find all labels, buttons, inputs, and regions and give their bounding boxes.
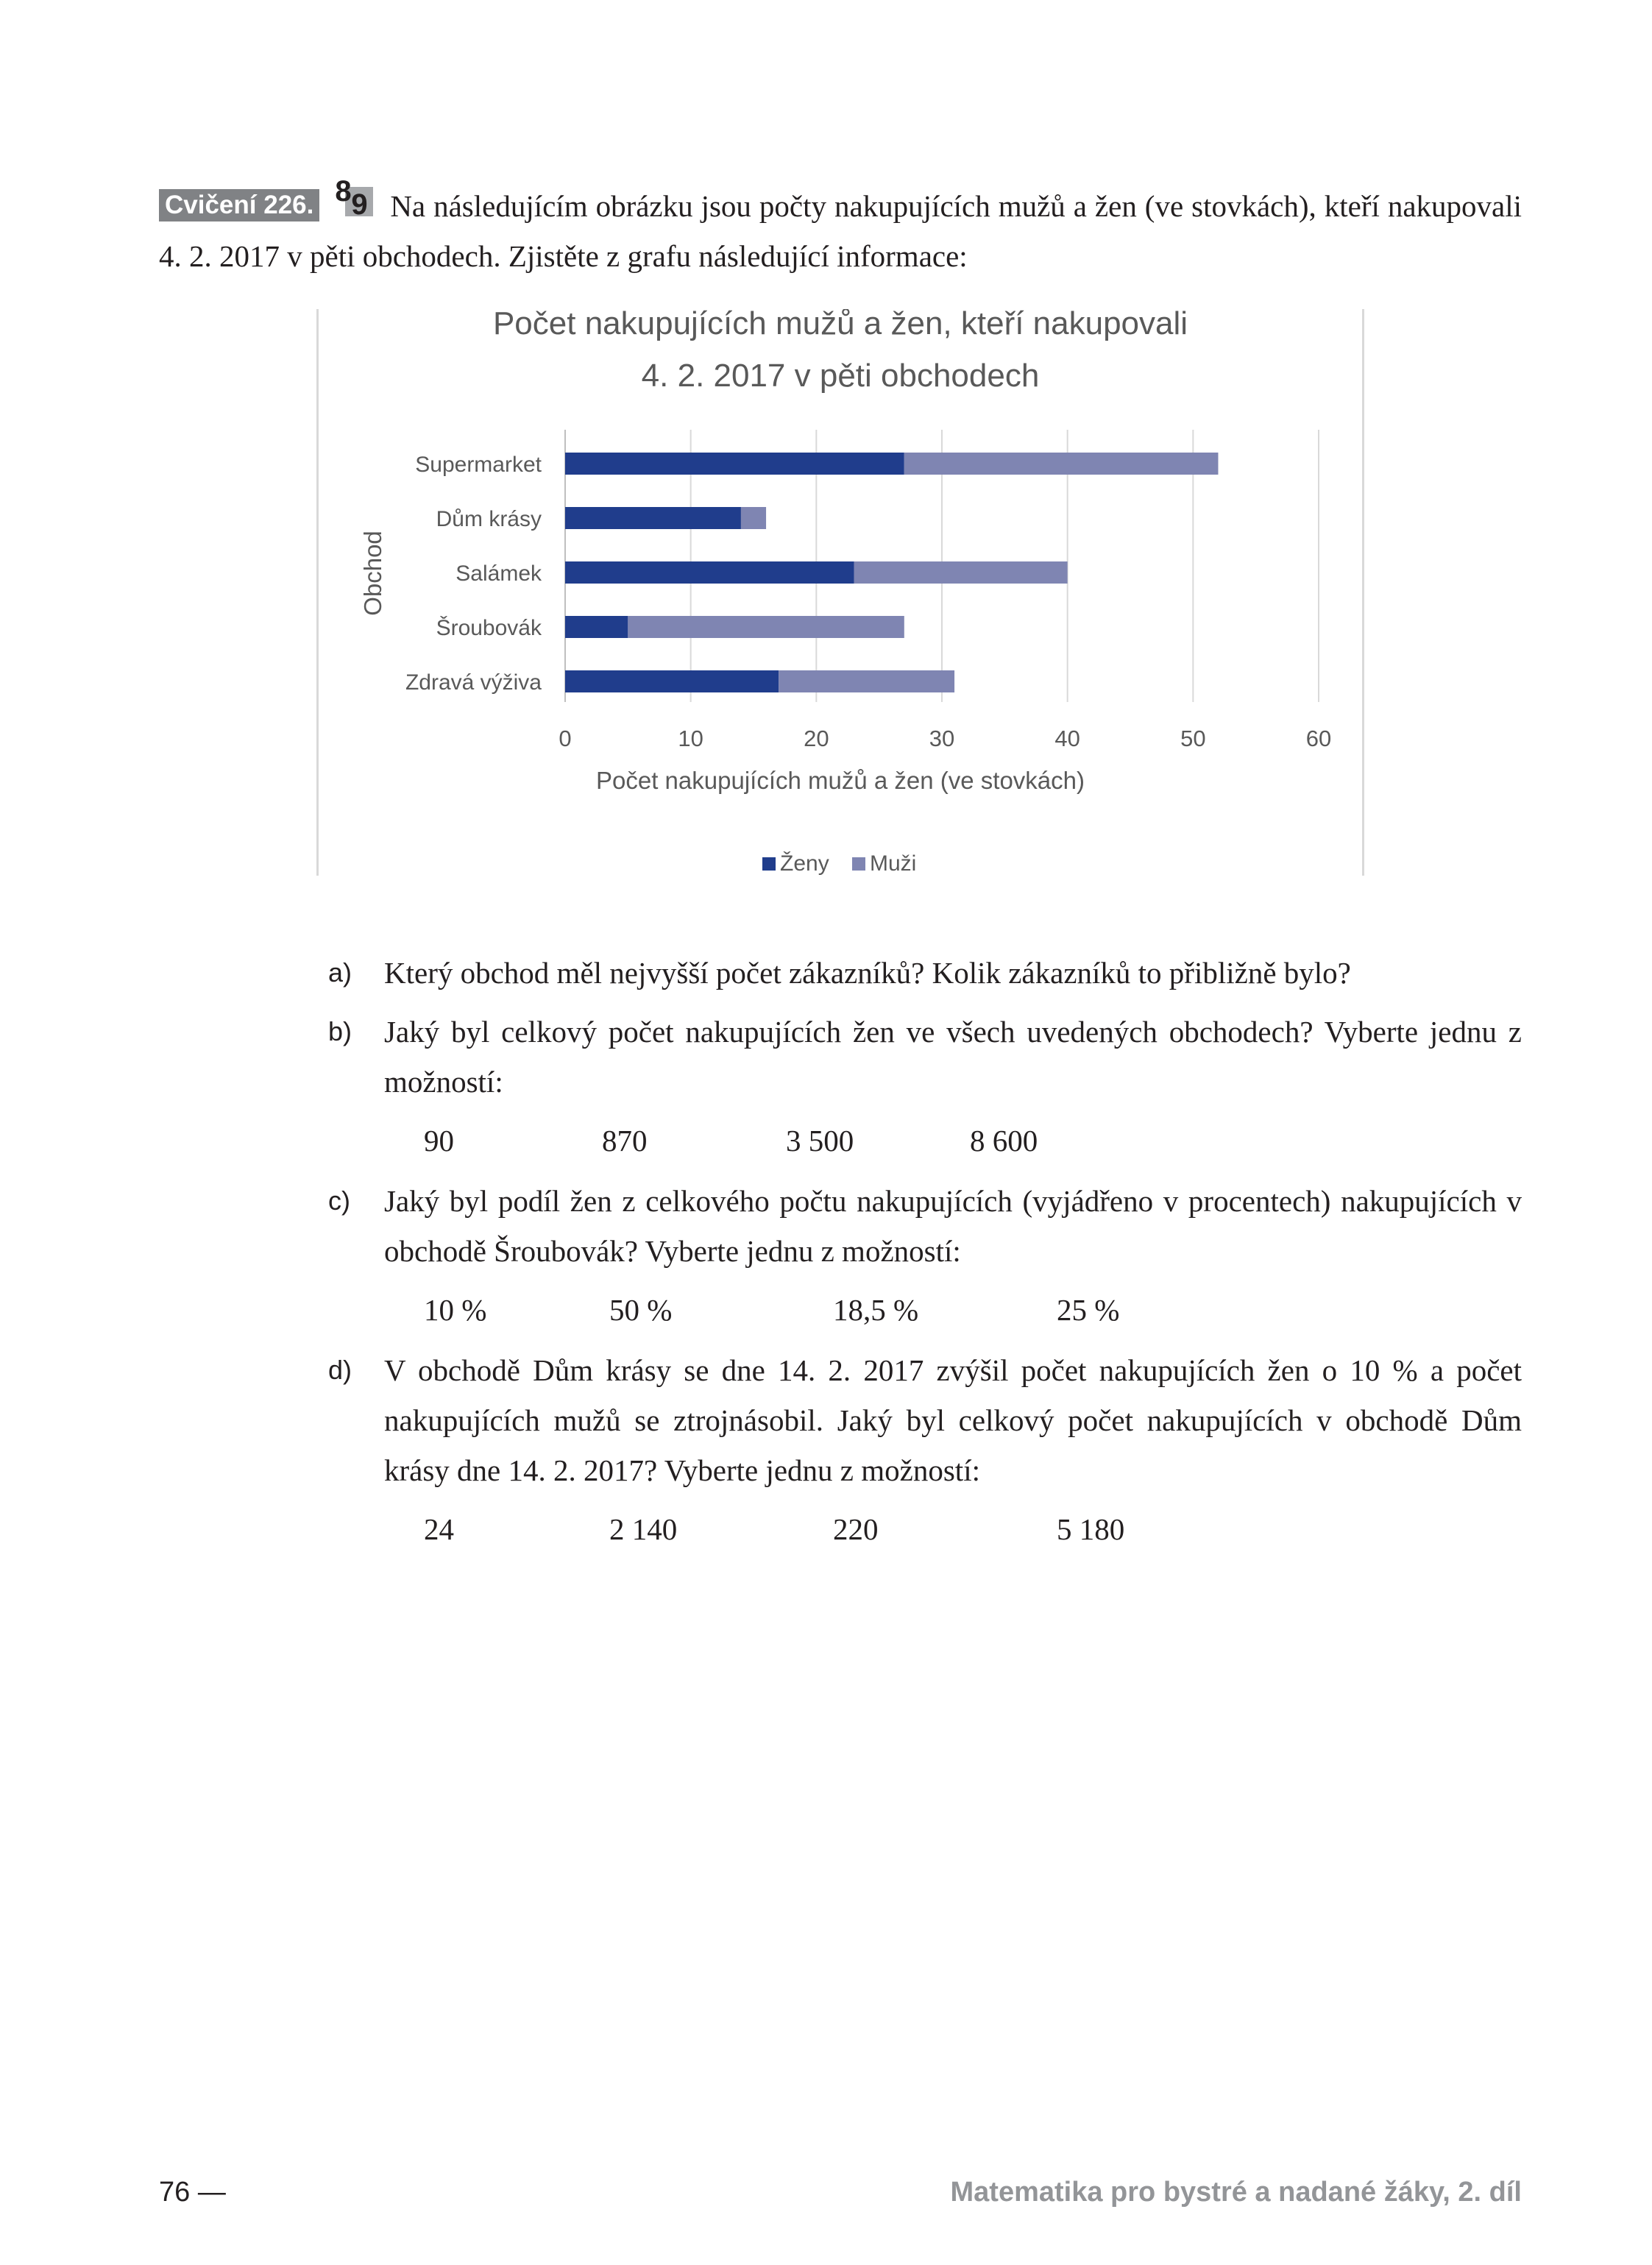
options-b xyxy=(328,1116,1522,1166)
x-tick-label: 40 xyxy=(1054,726,1080,751)
option: 90 xyxy=(424,1124,454,1158)
question-a xyxy=(328,948,1522,998)
option: 50 % xyxy=(609,1293,673,1327)
bar-muži xyxy=(854,561,1068,584)
question-c xyxy=(328,1176,1522,1276)
legend-label: Ženy xyxy=(780,851,829,876)
chart-svg xyxy=(316,309,1364,876)
book-title: Matematika pro bystré a nadané žáky, 2. díl xyxy=(950,2177,1522,2208)
option: 8 600 xyxy=(970,1124,1038,1158)
question-d xyxy=(328,1345,1522,1495)
category-label: Zdravá výživa xyxy=(405,670,542,695)
exercise-text: Na následujícím obrázku jsou počty nakupujících mužů a žen (ve stovkách), kteří nakupovali 4. 2. 2017 v pěti obchodech. Zjistěte z grafu následující informace: xyxy=(159,189,1522,273)
question-letter: c) xyxy=(328,1185,350,1216)
options-c xyxy=(328,1285,1522,1335)
exercise-label: Cvičení 226. xyxy=(159,189,319,221)
option: 2 140 xyxy=(609,1512,678,1546)
option: 870 xyxy=(602,1124,648,1158)
grade-top: 8 xyxy=(335,175,352,208)
category-label: Dům krásy xyxy=(436,507,542,531)
option: 10 % xyxy=(424,1293,487,1327)
question-text: Který obchod měl nejvyšší počet zákazníků? Kolik zákazníků to přibližně bylo? xyxy=(384,956,1351,990)
question-list xyxy=(328,948,1522,1564)
options-d xyxy=(328,1504,1522,1554)
x-tick-label: 0 xyxy=(559,726,572,751)
x-tick-label: 30 xyxy=(929,726,955,751)
page-footer xyxy=(159,2177,1522,2221)
question-letter: d) xyxy=(328,1355,352,1385)
chart-title-line-2: 4. 2. 2017 v pěti obchodech xyxy=(641,358,1040,394)
bar-muži xyxy=(741,507,766,529)
x-tick-label: 10 xyxy=(678,726,703,751)
option: 3 500 xyxy=(786,1124,854,1158)
bar-ženy xyxy=(565,453,904,475)
bar-ženy xyxy=(565,616,628,638)
page-number: 76 — xyxy=(159,2177,226,2208)
option: 5 180 xyxy=(1057,1512,1125,1546)
question-letter: b) xyxy=(328,1016,352,1046)
option: 25 % xyxy=(1057,1293,1120,1327)
grade-bottom: 9 xyxy=(351,188,368,221)
option: 220 xyxy=(833,1512,879,1546)
legend-swatch xyxy=(852,857,865,871)
category-label: Supermarket xyxy=(415,453,542,477)
exercise-intro xyxy=(159,175,1522,281)
option: 18,5 % xyxy=(833,1293,919,1327)
x-axis-title: Počet nakupujících mužů a žen (ve stovkách) xyxy=(596,767,1085,794)
bar-ženy xyxy=(565,507,741,529)
bar-ženy xyxy=(565,670,779,692)
x-tick-label: 60 xyxy=(1305,726,1332,751)
legend-label: Muži xyxy=(870,851,917,876)
x-tick-label: 50 xyxy=(1180,726,1206,751)
bar-muži xyxy=(904,453,1219,475)
category-label: Salámek xyxy=(455,561,542,586)
bar-muži xyxy=(628,616,904,638)
chart xyxy=(316,309,1364,876)
x-tick-label: 20 xyxy=(804,726,829,751)
chart-title-line-1: Počet nakupujících mužů a žen, kteří nakupovali xyxy=(492,309,1188,341)
question-text: V obchodě Dům krásy se dne 14. 2. 2017 zvýšil počet nakupujících žen o 10 % a počet nakupujících mužů se ztrojnásobil. Jaký byl celkový počet nakupujících v obchodě Dům krásy dne 14. 2. 2017? Vyberte jednu z možností: xyxy=(384,1353,1522,1487)
chart-border-right xyxy=(1362,309,1364,876)
grade-badge xyxy=(335,175,373,221)
y-axis-title: Obchod xyxy=(359,531,386,616)
legend-swatch xyxy=(762,857,776,871)
bar-muži xyxy=(779,670,954,692)
chart-border-left xyxy=(316,309,319,876)
category-label: Šroubovák xyxy=(436,616,542,640)
option: 24 xyxy=(424,1512,454,1546)
question-text: Jaký byl celkový počet nakupujících žen ve všech uvedených obchodech? Vyberte jednu z možností: xyxy=(384,1015,1522,1099)
question-b xyxy=(328,1007,1522,1107)
question-letter: a) xyxy=(328,957,352,988)
question-text: Jaký byl podíl žen z celkového počtu nakupujících (vyjádřeno v procentech) nakupujících v obchodě Šroubovák? Vyberte jednu z možností: xyxy=(384,1184,1522,1268)
bar-ženy xyxy=(565,561,854,584)
